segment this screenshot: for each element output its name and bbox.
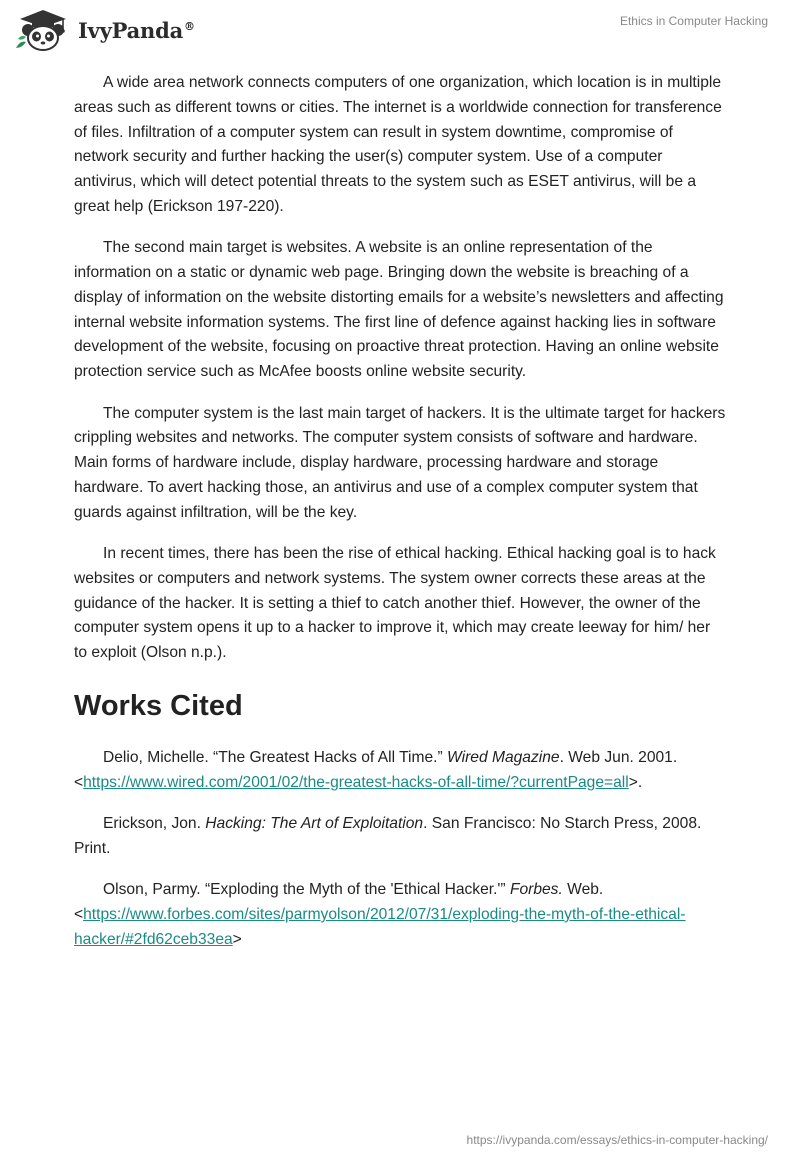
citation-title: Hacking: The Art of Exploitation	[205, 815, 424, 833]
citation-link[interactable]: https://www.forbes.com/sites/parmyolson/2012/07/31/exploding-the-myth-of-the-ethical-hacker/#2fd62ceb33ea	[74, 906, 686, 948]
panda-graduate-icon	[14, 8, 72, 52]
body-paragraph: A wide area network connects computers of one organization, which location is in multiple areas such as different towns or cities. The internet is a worldwide connection for transference of files. Infiltration of a computer system can result in system downtime, compromise of network security and further hacking the user(s) computer system. Use of a computer antivirus, which will detect potential threats to the system such as ESET antivirus, will be a great help (Erickson 197-220).	[74, 74, 722, 215]
body-paragraph: The computer system is the last main target of hackers. It is the ultimate target for hackers crippling websites and networks. The computer system consists of software and hardware. Main forms of hardware include, display hardware, processing hardware and storage hardware. To avert hacking those, an antivirus and use of a complex computer system that guards against infiltration, will be the key.	[74, 404, 726, 521]
citation-entry: Erickson, Jon. Hacking: The Art of Exploitation. San Francisco: No Starch Press, 2008. Print.	[74, 815, 702, 857]
works-cited-heading: Works Cited	[74, 690, 243, 723]
brand-name: IvyPanda®	[78, 17, 195, 43]
essay-content	[74, 71, 726, 969]
body-paragraph: The second main target is websites. A website is an online representation of the information on a static or dynamic web page. Bringing down the website is breaching of a display of information on the website distorting emails for a website’s newsletters and affecting internal website information systems. The first line of defence against hacking lies in software development of the website, focusing on proactive threat protection. Having an online website protection service such as McAfee boosts online website security.	[74, 239, 724, 381]
citation-link[interactable]: https://www.wired.com/2001/02/the-greatest-hacks-of-all-time/?currentPage=all	[83, 773, 629, 791]
ivypanda-logo[interactable]	[14, 8, 195, 52]
citation-entry: Olson, Parmy. “Exploding the Myth of the 'Ethical Hacker.'” Forbes. Web. <https://www.forbes.com/sites/parmyolson/2012/07/31/exploding-the-myth-of-the-ethical-hacker/#2fd62ceb33ea>	[74, 881, 686, 948]
document-title: Ethics in Computer Hacking	[619, 14, 768, 28]
citation-title: Forbes.	[509, 881, 563, 899]
registered-mark: ®	[184, 19, 195, 33]
citation-title: Wired Magazine	[447, 749, 560, 767]
body-paragraph: In recent times, there has been the rise of ethical hacking. Ethical hacking goal is to hack websites or computers and network systems. The system owner corrects these areas at the guidance of the hacker. It is setting a thief to catch another thief. However, the owner of the computer system opens it up to a hacker to improve it, which may create leeway for him/ her to exploit (Olson n.p.).	[74, 545, 716, 662]
citation-entry: Delio, Michelle. “The Greatest Hacks of All Time.” Wired Magazine. Web Jun. 2001. <https://www.wired.com/2001/02/the-greatest-hacks-of-all-time/?currentPage=all>.	[74, 749, 678, 791]
page-header	[0, 0, 800, 60]
footer-source-url[interactable]: https://ivypanda.com/essays/ethics-in-computer-hacking/	[466, 1133, 768, 1147]
